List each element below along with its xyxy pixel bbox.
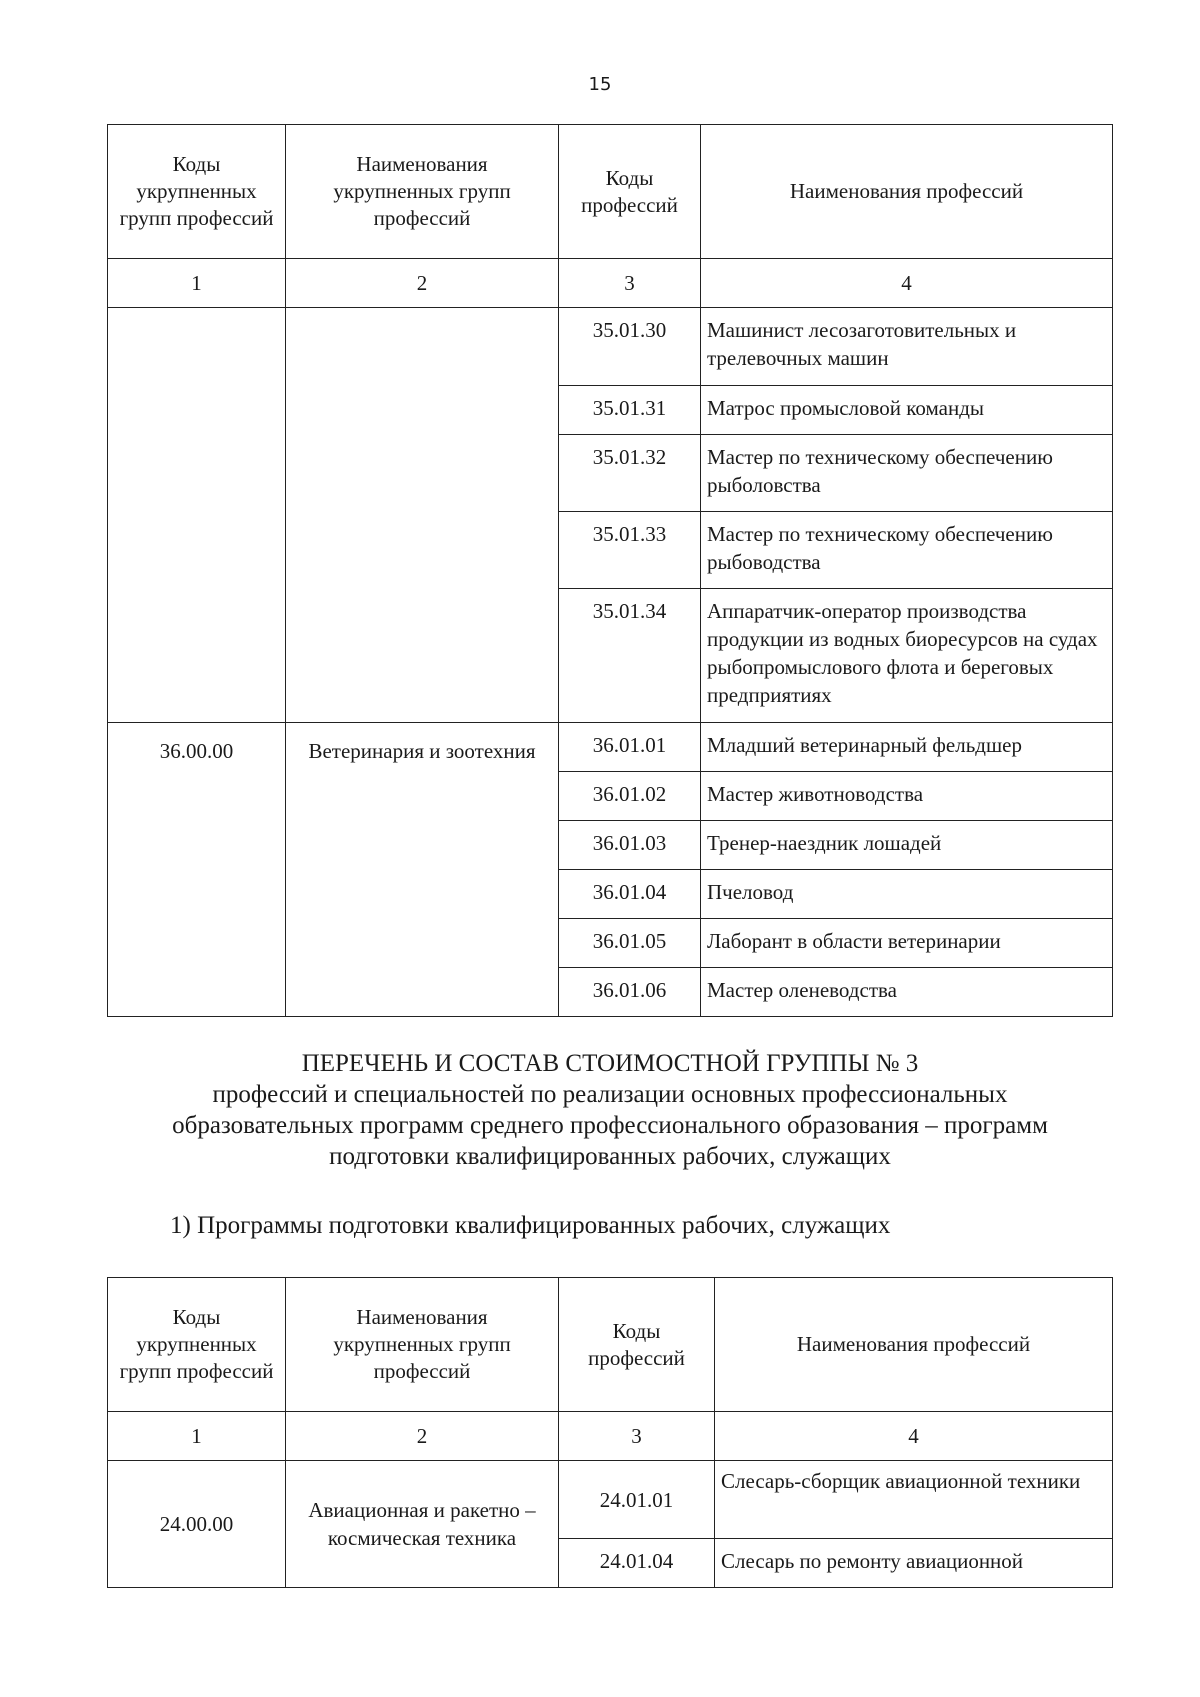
profession-code: 36.01.06 — [559, 968, 701, 1017]
page-number: 15 — [588, 74, 612, 95]
column-number-row — [108, 259, 1113, 308]
profession-code: 24.01.04 — [559, 1539, 715, 1588]
subsection-title: 1) Программы подготовки квалифицированных рабочих, служащих — [170, 1212, 891, 1239]
group-name: Авиационная и ракетно –космическая техника — [286, 1461, 559, 1588]
group-name: Ветеринария и зоотехния — [286, 723, 559, 1017]
group-code: 36.00.00 — [108, 723, 286, 1017]
section-title-line: подготовки квалифицированных рабочих, служащих — [329, 1143, 891, 1170]
table-row — [108, 308, 1113, 386]
profession-name: Мастер по техническому обеспечению рыболовства — [701, 435, 1113, 512]
header-profession-names: Наименования профессий — [701, 125, 1113, 259]
header-group-codes: Коды укрупненных групп профессий — [108, 1278, 286, 1412]
profession-name: Мастер животноводства — [701, 772, 1113, 821]
profession-code: 36.01.05 — [559, 919, 701, 968]
profession-code: 36.01.03 — [559, 821, 701, 870]
profession-code: 24.01.01 — [559, 1461, 715, 1539]
column-number: 1 — [108, 1412, 286, 1461]
column-number: 1 — [108, 259, 286, 308]
profession-code: 36.01.01 — [559, 723, 701, 772]
section-title-line: профессий и специальностей по реализации основных профессиональных — [212, 1081, 1008, 1108]
profession-code: 35.01.33 — [559, 512, 701, 589]
profession-name: Слесарь по ремонту авиационной — [715, 1539, 1113, 1588]
profession-code: 35.01.32 — [559, 435, 701, 512]
professions-table-group-3 — [107, 1277, 1113, 1588]
profession-code: 35.01.34 — [559, 589, 701, 723]
header-profession-codes: Коды профессий — [559, 125, 701, 259]
column-number-row — [108, 1412, 1113, 1461]
profession-code: 35.01.30 — [559, 308, 701, 386]
table-header-row — [108, 125, 1113, 259]
profession-code: 36.01.04 — [559, 870, 701, 919]
table-row — [108, 1461, 1113, 1539]
header-profession-codes: Коды профессий — [559, 1278, 715, 1412]
column-number: 2 — [286, 259, 559, 308]
table-header-row — [108, 1278, 1113, 1412]
profession-name: Машинист лесозаготовительных и трелевочных машин — [701, 308, 1113, 386]
profession-name: Лаборант в области ветеринарии — [701, 919, 1113, 968]
column-number: 3 — [559, 259, 701, 308]
column-number: 4 — [715, 1412, 1113, 1461]
profession-name: Матрос промысловой команды — [701, 386, 1113, 435]
column-number: 3 — [559, 1412, 715, 1461]
header-group-codes: Коды укрупненных групп профессий — [108, 125, 286, 259]
profession-code: 35.01.31 — [559, 386, 701, 435]
empty-group-code-cell — [108, 308, 286, 723]
profession-name: Слесарь-сборщик авиационной техники — [715, 1461, 1113, 1539]
section-title — [80, 1048, 1140, 1172]
profession-name: Мастер оленеводства — [701, 968, 1113, 1017]
table-row — [108, 723, 1113, 772]
profession-name: Пчеловод — [701, 870, 1113, 919]
profession-name: Младший ветеринарный фельдшер — [701, 723, 1113, 772]
section-title-line: образовательных программ среднего профессионального образования – программ — [172, 1112, 1048, 1139]
profession-name: Мастер по техническому обеспечению рыбоводства — [701, 512, 1113, 589]
profession-name: Аппаратчик-оператор производства продукции из водных биоресурсов на судах рыбопромыслового флота и береговых предприятиях — [701, 589, 1113, 723]
section-title-line: ПЕРЕЧЕНЬ И СОСТАВ СТОИМОСТНОЙ ГРУППЫ № 3 — [301, 1050, 919, 1077]
column-number: 2 — [286, 1412, 559, 1461]
header-group-names: Наименования укрупненных групп профессий — [286, 1278, 559, 1412]
empty-group-name-cell — [286, 308, 559, 723]
header-group-names: Наименования укрупненных групп профессий — [286, 125, 559, 259]
profession-name: Тренер-наездник лошадей — [701, 821, 1113, 870]
profession-code: 36.01.02 — [559, 772, 701, 821]
header-profession-names: Наименования профессий — [715, 1278, 1113, 1412]
group-code: 24.00.00 — [108, 1461, 286, 1588]
professions-table-continued — [107, 124, 1113, 1017]
column-number: 4 — [701, 259, 1113, 308]
